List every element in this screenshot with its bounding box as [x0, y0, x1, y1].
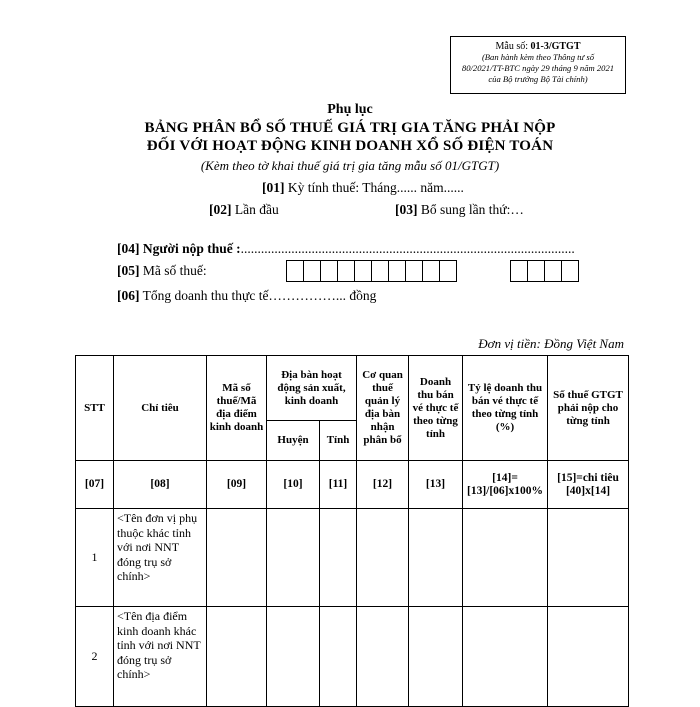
form-note-line3: của Bộ trưởng Bộ Tài chính): [488, 74, 588, 84]
code-cell: [07]: [76, 461, 114, 509]
header-co-quan: Cơ quan thuế quản lý địa bàn nhận phân bổ: [357, 356, 409, 461]
header-huyen: Huyện: [267, 421, 320, 461]
field-02-first-time: [02] Lần đầu: [209, 202, 279, 217]
tax-code-boxes[interactable]: [287, 260, 457, 282]
field-03-supplement: [03] Bổ sung lần thứ:…: [395, 202, 524, 217]
row-stt: 1: [76, 509, 114, 607]
code-cell: [14]=[13]/[06]x100%: [463, 461, 548, 509]
table-row: [76, 509, 629, 607]
row-cell[interactable]: [207, 509, 267, 607]
row-cell[interactable]: [409, 607, 463, 707]
form-note-line2: 80/2021/TT-BTC ngày 29 tháng 9 năm 2021: [461, 63, 615, 73]
field-04-taxpayer: [04] Người nộp thuế :...................................................................................................: [117, 241, 575, 256]
tax-code-branch-boxes[interactable]: [511, 260, 579, 282]
row-cell[interactable]: [548, 607, 629, 707]
form-code: Mẫu số: 01-3/GTGT: [495, 41, 581, 52]
currency-unit: Đơn vị tiền: Đồng Việt Nam: [478, 336, 624, 351]
row-cell[interactable]: [357, 607, 409, 707]
header-dia-ban: Địa bàn hoạt động sản xuất, kinh doanh: [267, 356, 357, 421]
header-doanh-thu: Doanh thu bán vé thực tế theo từng tỉnh: [409, 356, 463, 461]
header-tinh: Tỉnh: [320, 421, 357, 461]
form-code-box: [450, 36, 626, 94]
row-chi-tieu: <Tên đơn vị phụ thuộc khác tỉnh với nơi NNT đóng trụ sở chính>: [114, 509, 207, 607]
row-cell[interactable]: [267, 607, 320, 707]
row-chi-tieu: <Tên địa điểm kinh doanh khác tỉnh với nơi NNT đóng trụ sở chính>: [114, 607, 207, 707]
table-row: [76, 607, 629, 707]
field-06-total-revenue: [06] Tổng doanh thu thực tế……………... đồng: [117, 288, 377, 303]
field-01-tax-period: [01] Kỳ tính thuế: Tháng...... năm......: [262, 180, 464, 195]
code-cell: [10]: [267, 461, 320, 509]
code-cell: [08]: [114, 461, 207, 509]
row-cell[interactable]: [320, 607, 357, 707]
row-cell[interactable]: [463, 509, 548, 607]
row-cell[interactable]: [463, 607, 548, 707]
header-chi-tieu: Chỉ tiêu: [114, 356, 207, 461]
code-cell: [11]: [320, 461, 357, 509]
code-cell: [09]: [207, 461, 267, 509]
row-cell[interactable]: [357, 509, 409, 607]
code-cell: [12]: [357, 461, 409, 509]
field-05-tax-code-label: [05] Mã số thuế:: [117, 263, 207, 278]
code-cell: [13]: [409, 461, 463, 509]
doc-subtitle: (Kèm theo tờ khai thuế giá trị gia tăng mẫu số 01/GTGT): [200, 158, 500, 173]
appendix-label: Phụ lục: [327, 102, 373, 117]
header-ma-so: Mã số thuế/Mã địa điểm kinh doanh: [207, 356, 267, 461]
doc-title-line1: BẢNG PHÂN BỔ SỐ THUẾ GIÁ TRỊ GIA TĂNG PHẢI NỘP: [144, 120, 556, 136]
row-stt: 2: [76, 607, 114, 707]
doc-title-line2: ĐỐI VỚI HOẠT ĐỘNG KINH DOANH XỔ SỐ ĐIỆN TOÁN: [146, 138, 554, 154]
allocation-table: [75, 355, 629, 707]
code-cell: [15]=chi tiêu [40]x[14]: [548, 461, 629, 509]
header-stt: STT: [76, 356, 114, 461]
row-cell[interactable]: [207, 607, 267, 707]
row-cell[interactable]: [320, 509, 357, 607]
row-cell[interactable]: [267, 509, 320, 607]
header-ty-le: Tỷ lệ doanh thu bán vé thực tế theo từng tỉnh (%): [463, 356, 548, 461]
row-cell[interactable]: [548, 509, 629, 607]
form-note-line1: (Ban hành kèm theo Thông tư số: [481, 52, 595, 62]
header-so-thue: Số thuế GTGT phải nộp cho từng tỉnh: [548, 356, 629, 461]
row-cell[interactable]: [409, 509, 463, 607]
